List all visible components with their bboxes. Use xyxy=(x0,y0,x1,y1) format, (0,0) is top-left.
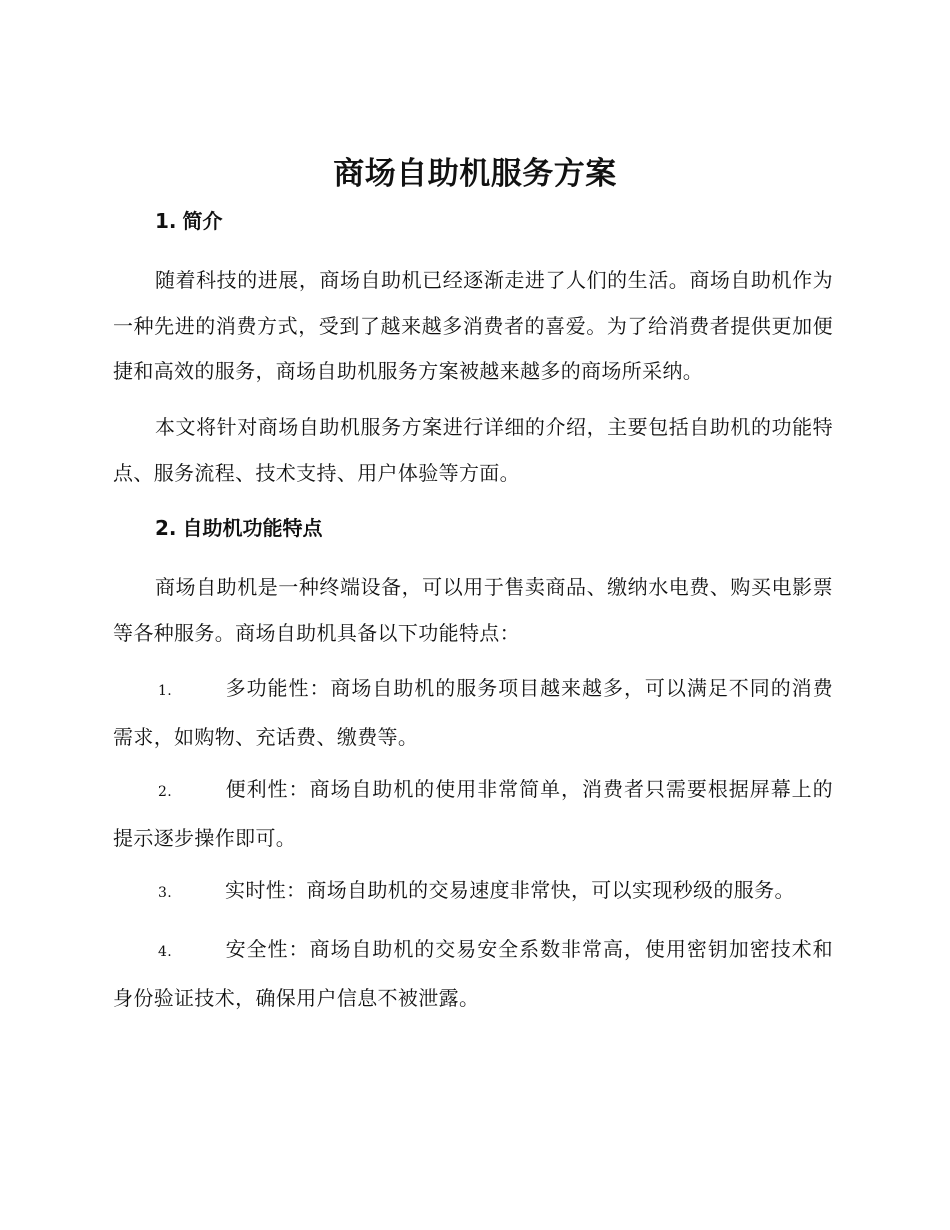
feature-item xyxy=(113,666,833,760)
feature-item-text: 安全性：商场自助机的交易安全系数非常高，使用密钥加密技术和身份验证技术，确保用户信息不被泄露。 xyxy=(113,937,833,1010)
section-heading-intro xyxy=(155,206,223,236)
intro-paragraph-2: 本文将针对商场自助机服务方案进行详细的介绍，主要包括自助机的功能特点、服务流程、技术支持、用户体验等方面。 xyxy=(113,415,833,485)
feature-item xyxy=(113,767,833,861)
features-paragraph: 商场自助机是一种终端设备，可以用于售卖商品、缴纳水电费、购买电影票等各种服务。商场自助机具备以下功能特点： xyxy=(113,575,833,645)
feature-item-text: 实时性：商场自助机的交易速度非常快，可以实现秒级的服务。 xyxy=(225,878,795,902)
feature-item-number: 2. xyxy=(158,784,173,800)
feature-item xyxy=(113,927,833,1021)
section-heading-features xyxy=(155,513,323,543)
intro-paragraph-1: 随着科技的进展，商场自助机已经逐渐走进了人们的生活。商场自助机作为一种先进的消费方式，受到了越来越多消费者的喜爱。为了给消费者提供更加便捷和高效的服务，商场自助机服务方案被越来越多的商场所采纳。 xyxy=(113,268,833,383)
section-number: 1. xyxy=(155,209,177,233)
section-title: 自助机功能特点 xyxy=(182,516,323,540)
feature-item xyxy=(113,868,833,917)
feature-item-number: 4. xyxy=(158,944,173,960)
feature-item-text: 多功能性：商场自助机的服务项目越来越多，可以满足不同的消费需求，如购物、充话费、缴费等。 xyxy=(113,676,833,749)
feature-item-number: 1. xyxy=(158,683,173,699)
feature-item-number: 3. xyxy=(158,885,173,901)
document-title: 商场自助机服务方案 xyxy=(333,156,617,192)
section-number: 2. xyxy=(155,516,177,540)
feature-item-text: 便利性：商场自助机的使用非常简单，消费者只需要根据屏幕上的提示逐步操作即可。 xyxy=(113,777,833,850)
section-title: 简介 xyxy=(182,209,223,233)
